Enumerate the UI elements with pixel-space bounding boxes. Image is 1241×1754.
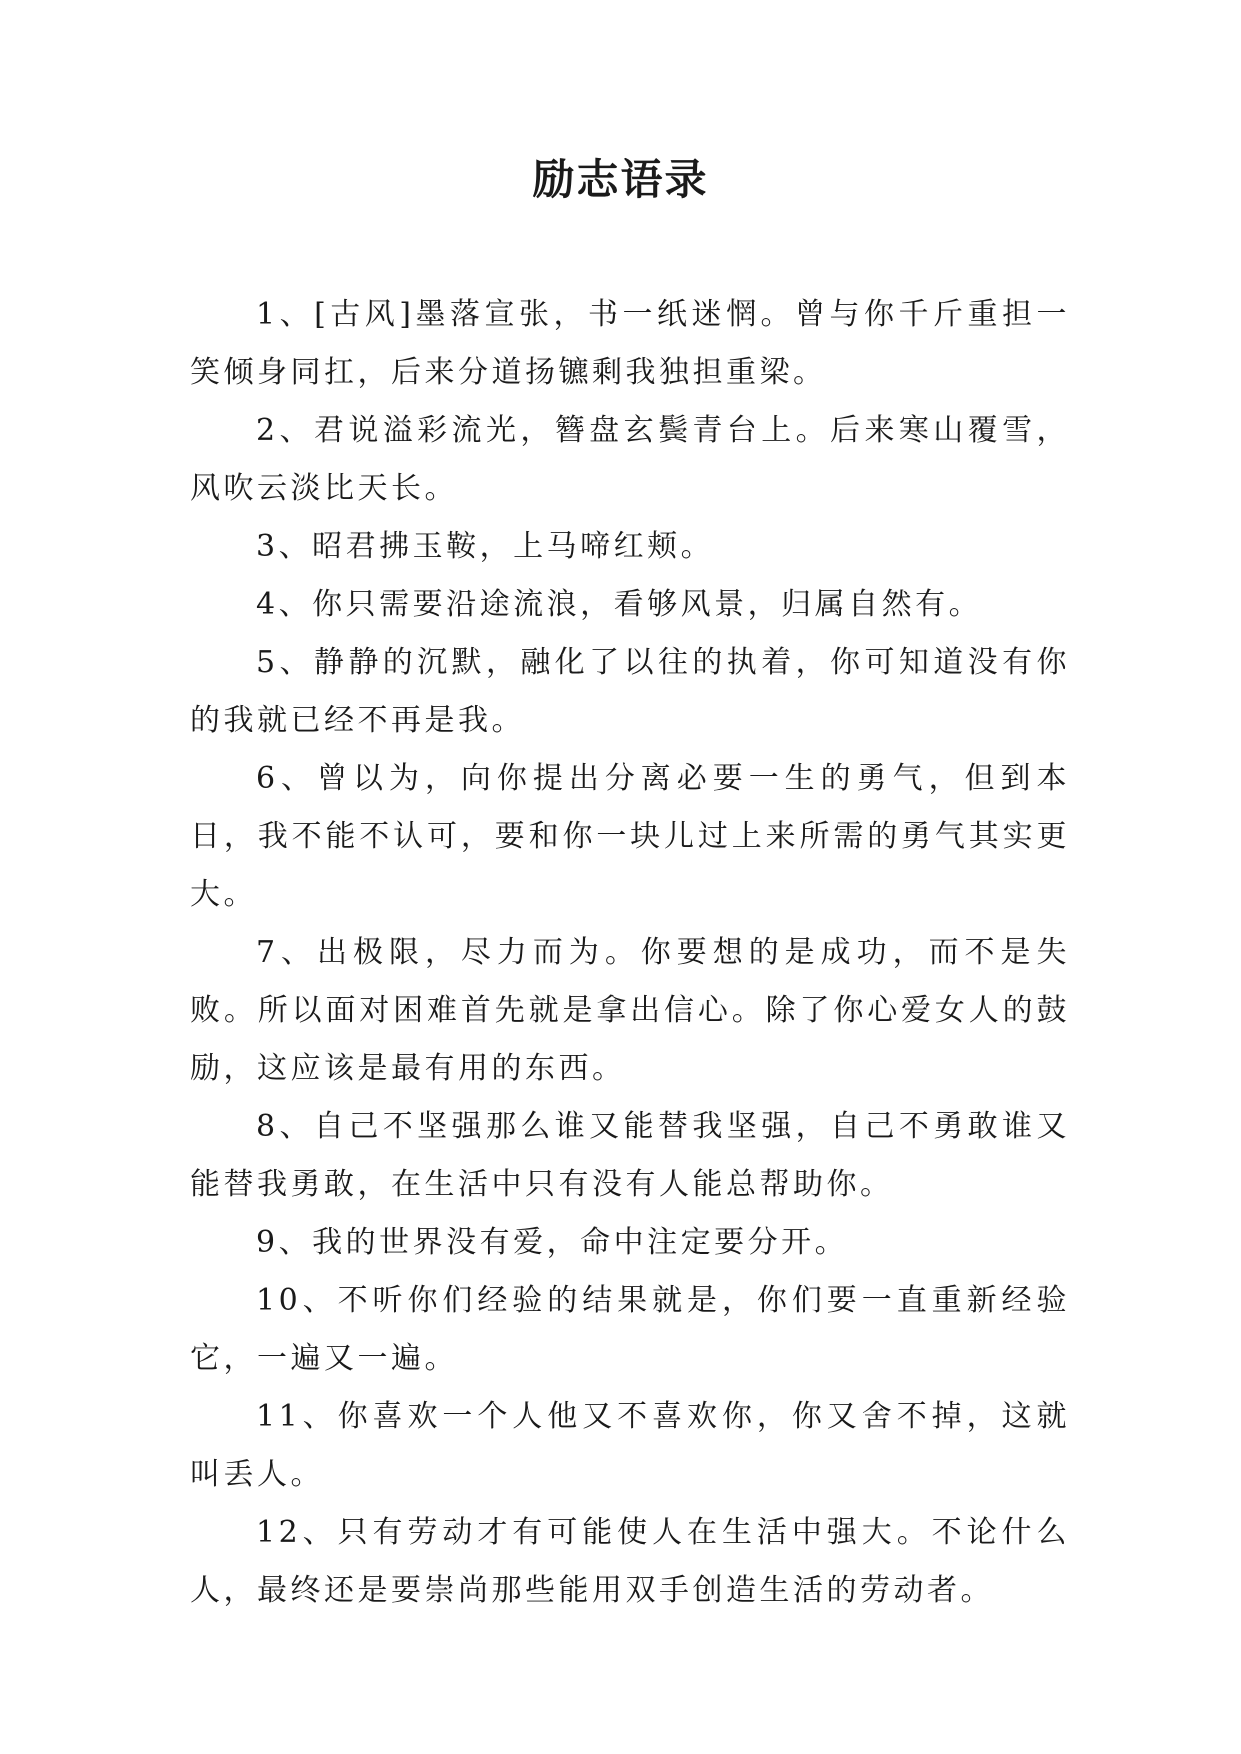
quote-item: 4、你只需要沿途流浪，看够风景，归属自然有。 [256,587,983,622]
quote-item: 8、自己不坚强那么谁又能替我坚强，自己不勇敢谁又能替我勇敢，在生活中只有没有人能总帮助你。 [190,1109,1070,1202]
quote-item: 6、曾以为，向你提出分离必要一生的勇气，但到本日，我不能不认可，要和你一块儿过上来所需的勇气其实更大。 [190,761,1070,912]
quote-item: 7、出极限，尽力而为。你要想的是成功，而不是失败。所以面对困难首先就是拿出信心。除了你心爱女人的鼓励，这应该是最有用的东西。 [190,935,1070,1086]
quote-item: 2、君说溢彩流光，簪盘玄鬓青台上。后来寒山覆雪，风吹云淡比天长。 [190,413,1070,506]
quote-item: 5、静静的沉默，融化了以往的执着，你可知道没有你的我就已经不再是我。 [190,645,1070,738]
quote-item: 10、不听你们经验的结果就是，你们要一直重新经验它，一遍又一遍。 [190,1283,1070,1376]
quote-item: 11、你喜欢一个人他又不喜欢你，你又舍不掉，这就叫丢人。 [190,1399,1070,1492]
document-title: 励志语录 [532,155,709,204]
quote-item: 9、我的世界没有爱，命中注定要分开。 [256,1225,849,1260]
quote-list [190,286,1070,1620]
quote-item: 12、只有劳动才有可能使人在生活中强大。不论什么人，最终还是要崇尚那些能用双手创造生活的劳动者。 [190,1515,1070,1608]
quote-item: 1、[古风]墨落宣张，书一纸迷惘。曾与你千斤重担一笑倾身同扛，后来分道扬镳剩我独担重梁。 [190,297,1070,390]
quote-item: 3、昭君拂玉鞍，上马啼红颊。 [256,529,715,564]
